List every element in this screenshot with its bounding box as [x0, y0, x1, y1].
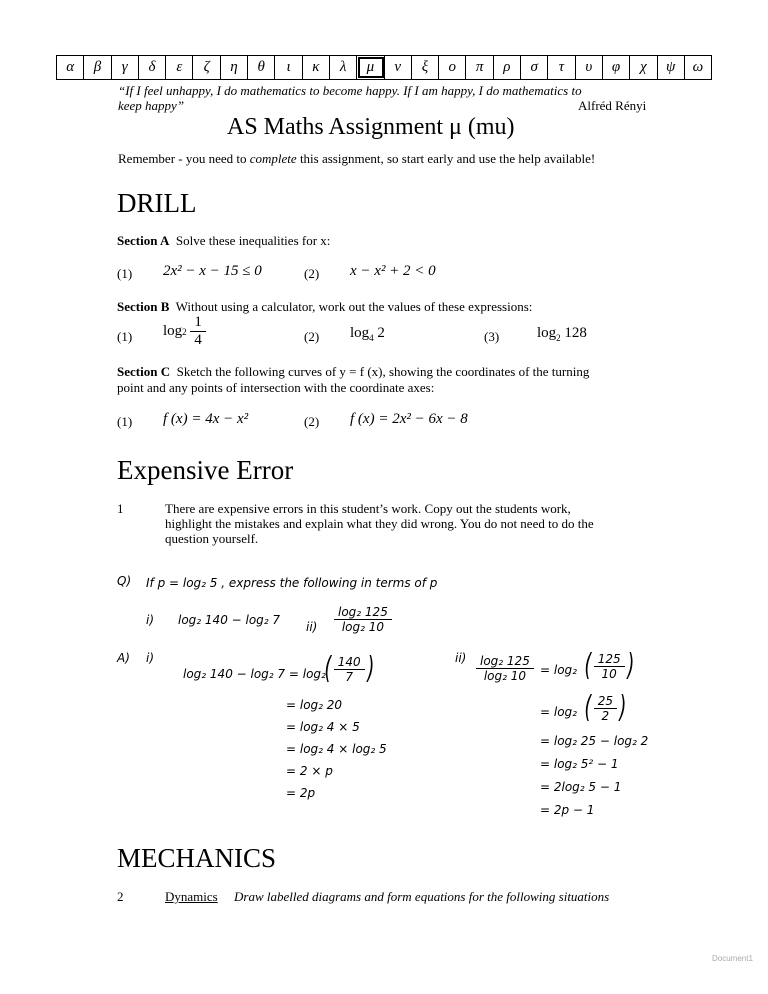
- quote-line-2: keep happy”: [118, 98, 185, 113]
- c1-num: (1): [117, 414, 133, 429]
- greek-letter-cell: ζ: [193, 56, 220, 79]
- b1-frac-num: 1: [190, 314, 206, 332]
- mechanics-text: Draw labelled diagrams and form equations for the following situations: [234, 889, 610, 904]
- a-ii-eq-2: = log₂: [540, 705, 577, 719]
- mechanics-num: 2: [117, 889, 124, 904]
- section-a-label: Section A: [117, 233, 170, 248]
- section-b-text: Without using a calculator, work out the values of these expressions:: [175, 299, 533, 314]
- section-a-text: Solve these inequalities for x:: [175, 233, 331, 248]
- b1-frac-den: 4: [194, 332, 202, 348]
- a-ii-fnum2: 25: [594, 694, 617, 709]
- a1-expr: 2x² − x − 15 ≤ 0: [163, 263, 262, 279]
- greek-letter-cell: λ: [330, 56, 357, 79]
- greek-letter-cell: ε: [166, 56, 193, 79]
- section-a: [117, 233, 330, 249]
- q-i-expr: log₂ 140 − log₂ 7: [178, 613, 281, 627]
- a-ii-fraction-1: ( $\frac{125}{10}$ ): [584, 648, 634, 683]
- b3-num: (3): [484, 329, 500, 344]
- page-title: AS Maths Assignment μ (mu): [227, 114, 515, 140]
- q-ii-label: ii): [306, 620, 318, 634]
- greek-letter-cell: θ: [248, 56, 275, 79]
- q-ii-den: log₂ 10: [341, 620, 384, 634]
- a-i-line-3: = log₂ 4 × log₂ 5: [286, 742, 387, 756]
- q-label: Q): [117, 574, 132, 588]
- a-ii-num: log₂ 125: [476, 654, 534, 669]
- reminder-before: Remember - you need to: [118, 151, 250, 166]
- section-b: [117, 299, 532, 315]
- a1-num: (1): [117, 266, 133, 281]
- greek-letter-cell: υ: [576, 56, 603, 79]
- greek-letter-cell: η: [221, 56, 248, 79]
- greek-letter-cell: δ: [139, 56, 166, 79]
- a-ii-line-3: = 2log₂ 5 − 1: [540, 780, 622, 794]
- a-ii-fraction-2: ( $\frac{25}{2}$ ): [584, 690, 627, 725]
- a-ii-fnum1: 125: [594, 652, 625, 667]
- c2-expr: f (x) = 2x² − 6x − 8: [350, 411, 468, 427]
- section-c-text2: point and any points of intersection with the coordinate axes:: [117, 380, 435, 395]
- a-i-fnum: 140: [334, 655, 365, 670]
- greek-letter-cell: ρ: [494, 56, 521, 79]
- a-label: A): [117, 651, 130, 665]
- a-i-line-4: = 2 × p: [286, 764, 333, 778]
- b2-log: log: [350, 325, 370, 341]
- expensive-text1: There are expensive errors in this student’s work. Copy out the students work,: [165, 501, 571, 516]
- greek-letter-cell: π: [466, 56, 493, 79]
- greek-letter-strip: [56, 55, 712, 80]
- greek-letter-cell: σ: [521, 56, 548, 79]
- a-i-label: i): [146, 651, 155, 665]
- a-ii-line-1: = log₂ 25 − log₂ 2: [540, 734, 649, 748]
- greek-letter-cell: ω: [692, 59, 704, 75]
- greek-letter-cell: γ: [112, 56, 139, 79]
- b2-arg: 2: [377, 325, 385, 341]
- quote-author: Alfréd Rényi: [578, 98, 647, 113]
- footer-doc-name: Document1: [712, 954, 753, 963]
- a-i-lhs: log₂ 140 − log₂ 7 = log₂: [183, 667, 326, 681]
- greek-letter-cell: κ: [303, 56, 330, 79]
- expensive-heading: Expensive Error: [117, 455, 294, 485]
- section-c-text1: Sketch the following curves of y = f (x), showing the coordinates of the turning: [176, 364, 590, 379]
- greek-letter-cell: μ: [357, 56, 384, 79]
- b3-log: log: [537, 325, 557, 341]
- a2-num: (2): [304, 266, 320, 281]
- a-ii-eq: = log₂: [540, 663, 577, 677]
- a-ii-fraction: [476, 654, 534, 683]
- section-c-label: Section C: [117, 364, 171, 379]
- greek-letter-cell: τ: [548, 56, 575, 79]
- q-ii-fraction: [334, 605, 392, 634]
- greek-letter-cell: ν: [385, 56, 412, 79]
- greek-letter-cell: ψ: [658, 56, 685, 79]
- q-ii-num: log₂ 125: [334, 605, 392, 620]
- section-c: [117, 364, 589, 380]
- a2-expr: x − x² + 2 < 0: [350, 263, 436, 279]
- reminder: [118, 151, 595, 167]
- expensive-text3: question yourself.: [165, 531, 259, 546]
- expensive-num: 1: [117, 501, 124, 516]
- c2-num: (2): [304, 414, 320, 429]
- b1-base: 2: [182, 326, 187, 337]
- q-i-label: i): [146, 613, 155, 627]
- a-ii-line-2: = log₂ 5² − 1: [540, 757, 619, 771]
- quote-line-1: “If I feel unhappy, I do mathematics to become happy. If I am happy, I do mathematics to: [118, 83, 582, 98]
- c1-expr: f (x) = 4x − x²: [163, 411, 249, 427]
- mechanics-label: Dynamics: [165, 889, 218, 904]
- drill-heading: DRILL: [117, 188, 197, 218]
- b3-arg: 128: [564, 325, 587, 341]
- b1-fraction: [190, 314, 206, 349]
- greek-letter-cell: β: [84, 56, 111, 79]
- b2-num: (2): [304, 329, 320, 344]
- b1-num: (1): [117, 329, 133, 344]
- a-i-line-5: = 2p: [286, 786, 316, 800]
- b3-base: 2: [556, 333, 561, 343]
- reminder-emph: complete: [249, 151, 297, 166]
- a-i-fraction: ( $\frac{140}{7}$ ): [324, 651, 374, 686]
- a-ii-den: log₂ 10: [483, 669, 526, 683]
- reminder-after: this assignment, so start early and use the help available!: [296, 151, 596, 166]
- b2-expr: [350, 325, 385, 343]
- a-i-fden: 7: [345, 669, 353, 684]
- greek-letter-cell: χ: [630, 56, 657, 79]
- a-i-line-2: = log₂ 4 × 5: [286, 720, 360, 734]
- section-b-label: Section B: [117, 299, 170, 314]
- q-text: If p = log₂ 5 , express the following in terms of p: [146, 576, 438, 590]
- b2-base: 4: [369, 333, 374, 343]
- greek-letter-cell: ι: [275, 56, 302, 79]
- greek-letter-cell: α: [57, 56, 84, 79]
- a-ii-fden2: 2: [601, 708, 610, 723]
- b1-expr: [163, 314, 206, 349]
- a-ii-label: ii): [455, 651, 467, 665]
- greek-letter-cell: ο: [439, 56, 466, 79]
- a-ii-line-4: = 2p − 1: [540, 803, 595, 817]
- b3-expr: [537, 325, 587, 343]
- b1-log: log: [163, 323, 183, 339]
- a-ii-fden1: 10: [601, 666, 617, 681]
- expensive-text2: highlight the mistakes and explain what they did wrong. You do not need to do the: [165, 516, 594, 531]
- a-i-line-1: = log₂ 20: [286, 698, 343, 712]
- greek-letter-cell: φ: [603, 56, 630, 79]
- greek-letter-cell: ξ: [412, 56, 439, 79]
- mechanics-heading: MECHANICS: [117, 843, 277, 873]
